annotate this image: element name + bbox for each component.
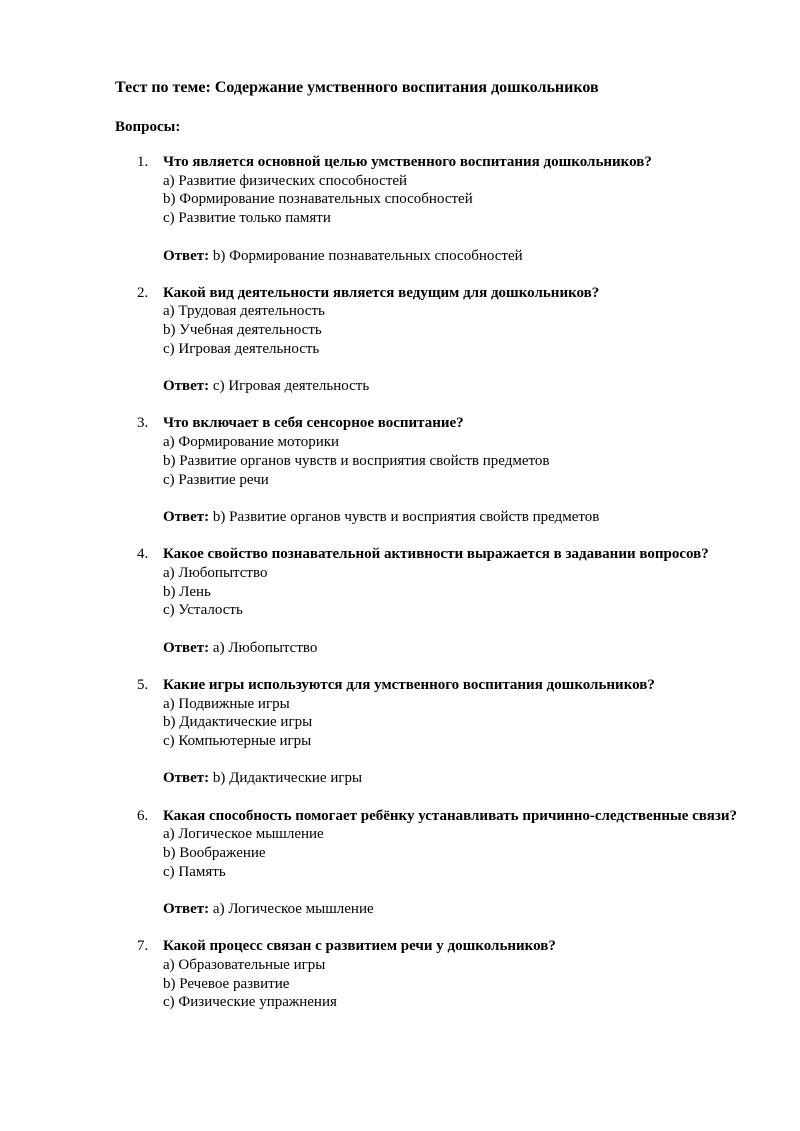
document-title: Тест по теме: Содержание умственного воспитания дошкольников — [115, 79, 599, 96]
answer-value: a) Любопытство — [212, 639, 318, 656]
correct-answer — [163, 900, 738, 919]
answer-value: b) Дидактические игры — [212, 770, 363, 787]
answer-label: Ответ: — [163, 770, 210, 787]
answer-label: Ответ: — [163, 508, 210, 525]
answer-option: a) Подвижные игры — [163, 695, 290, 712]
answer-option: a) Логическое мышление — [163, 826, 324, 843]
question-item — [0, 937, 800, 1012]
answer-option: a) Развитие физических способностей — [163, 172, 408, 189]
correct-answer — [163, 377, 738, 396]
question-item — [0, 676, 800, 788]
answer-option: c) Усталость — [163, 602, 243, 619]
question-text: Какие игры используются для умственного воспитания дошкольников? — [163, 676, 655, 693]
answer-value: b) Развитие органов чувств и восприятия свойств предметов — [212, 508, 600, 525]
answer-option: a) Трудовая деятельность — [163, 303, 325, 320]
question-text: Что включает в себя сенсорное воспитание? — [163, 415, 464, 432]
question-item — [0, 284, 800, 396]
question-text: Что является основной целью умственного воспитания дошкольников? — [163, 154, 652, 170]
question-number: 7. — [137, 938, 149, 955]
question-number: 6. — [137, 807, 149, 824]
question-number: 5. — [137, 676, 149, 693]
correct-answer — [163, 769, 738, 788]
answer-option: b) Речевое развитие — [163, 975, 290, 992]
question-item — [0, 807, 800, 919]
answer-option: c) Физические упражнения — [163, 994, 337, 1011]
answer-option: c) Компьютерные игры — [163, 732, 312, 749]
answer-value: b) Формирование познавательных способностей — [212, 247, 523, 264]
answer-label: Ответ: — [163, 378, 210, 395]
questions-heading: Вопросы: — [115, 119, 181, 135]
question-number: 1. — [137, 154, 149, 170]
question-text: Какая способность помогает ребёнку устанавливать причинно-следственные связи? — [163, 807, 737, 824]
answer-option: b) Развитие органов чувств и восприятия свойств предметов — [163, 452, 550, 469]
answer-option: b) Формирование познавательных способностей — [163, 191, 473, 208]
answer-option: a) Образовательные игры — [163, 956, 326, 973]
answer-value: a) Логическое мышление — [212, 901, 374, 918]
answer-option: a) Любопытство — [163, 564, 268, 581]
question-text: Какой процесс связан с развитием речи у дошкольников? — [163, 938, 556, 955]
answer-label: Ответ: — [163, 901, 210, 918]
answer-option: c) Игровая деятельность — [163, 340, 320, 357]
answer-option: b) Лень — [163, 583, 211, 600]
question-text: Какой вид деятельности является ведущим для дошкольников? — [163, 284, 600, 301]
correct-answer — [163, 247, 738, 266]
answer-option: b) Дидактические игры — [163, 714, 313, 731]
answer-option: c) Память — [163, 863, 226, 880]
question-number: 3. — [137, 415, 149, 432]
question-text: Какое свойство познавательной активности выражается в задавании вопросов? — [163, 546, 709, 563]
questions-list — [0, 153, 800, 1031]
correct-answer — [163, 508, 738, 527]
answer-value: c) Игровая деятельность — [212, 378, 370, 395]
answer-label: Ответ: — [163, 639, 210, 656]
question-item — [0, 545, 800, 657]
answer-option: a) Формирование моторики — [163, 434, 340, 451]
answer-label: Ответ: — [163, 247, 210, 264]
question-number: 2. — [137, 284, 149, 301]
correct-answer — [163, 639, 738, 658]
question-number: 4. — [137, 546, 149, 563]
answer-option: b) Воображение — [163, 844, 266, 861]
answer-option: b) Учебная деятельность — [163, 322, 322, 339]
question-item — [0, 153, 800, 265]
answer-option: c) Развитие только памяти — [163, 210, 331, 227]
question-item — [0, 414, 800, 526]
answer-option: c) Развитие речи — [163, 471, 269, 488]
